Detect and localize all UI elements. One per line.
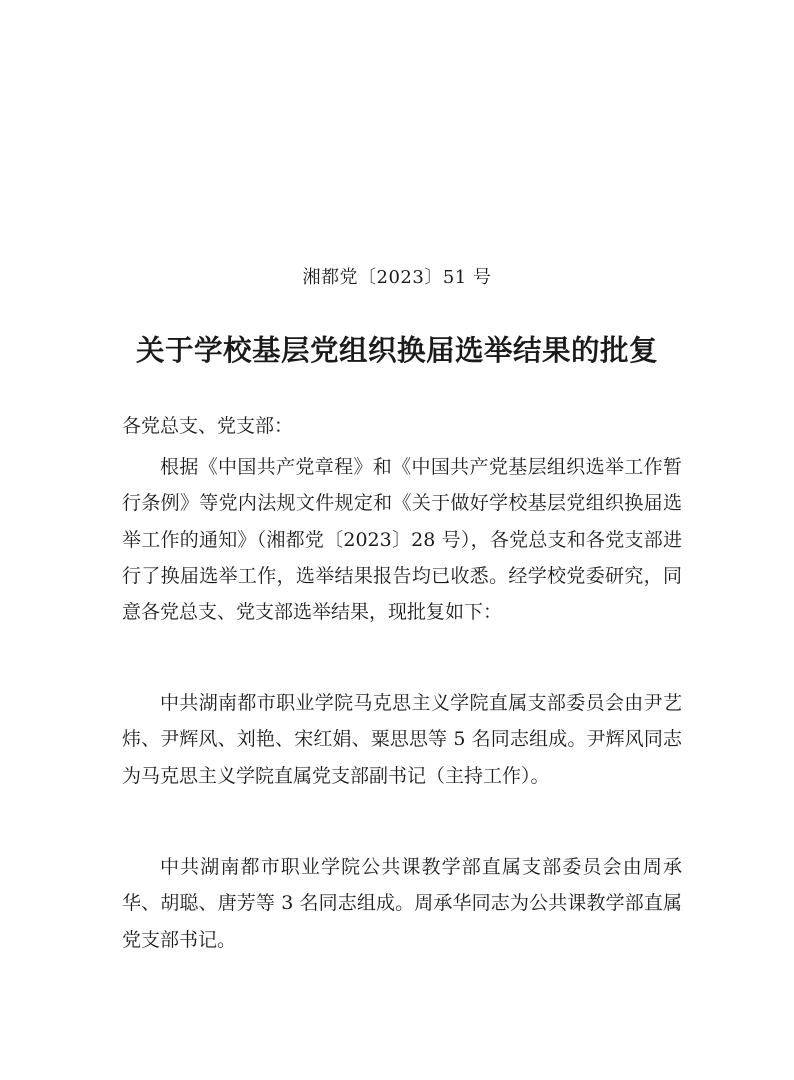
- document-number: 湘都党〔2023〕51 号: [302, 267, 492, 288]
- document-title: 关于学校基层党组织换届选举结果的批复: [135, 334, 658, 367]
- salutation: 各党总支、党支部：: [122, 415, 294, 437]
- body-paragraph: 根据《中国共产党章程》和《中国共产党基层组织选举工作暂行条例》等党内法规文件规定和《关于做好学校基层党组织换届选举工作的通知》（湘都党〔2023〕28 号），各党总支和各党支部进行了换届选举工作，选举结果报告均已收悉。经学校党委研究，同意各党总支、党支部选举结果，现批复如下：: [122, 456, 682, 624]
- body-paragraph: 中共湖南都市职业学院马克思主义学院直属支部委员会由尹艺炜、尹辉风、刘艳、宋红娟、粟思思等 5 名同志组成。尹辉风同志为马克思主义学院直属党支部副书记（主持工作）。: [122, 692, 682, 787]
- body-paragraph: 中共湖南都市职业学院公共课教学部直属支部委员会由周承华、胡聪、唐芳等 3 名同志组成。周承华同志为公共课教学部直属党支部书记。: [122, 856, 682, 951]
